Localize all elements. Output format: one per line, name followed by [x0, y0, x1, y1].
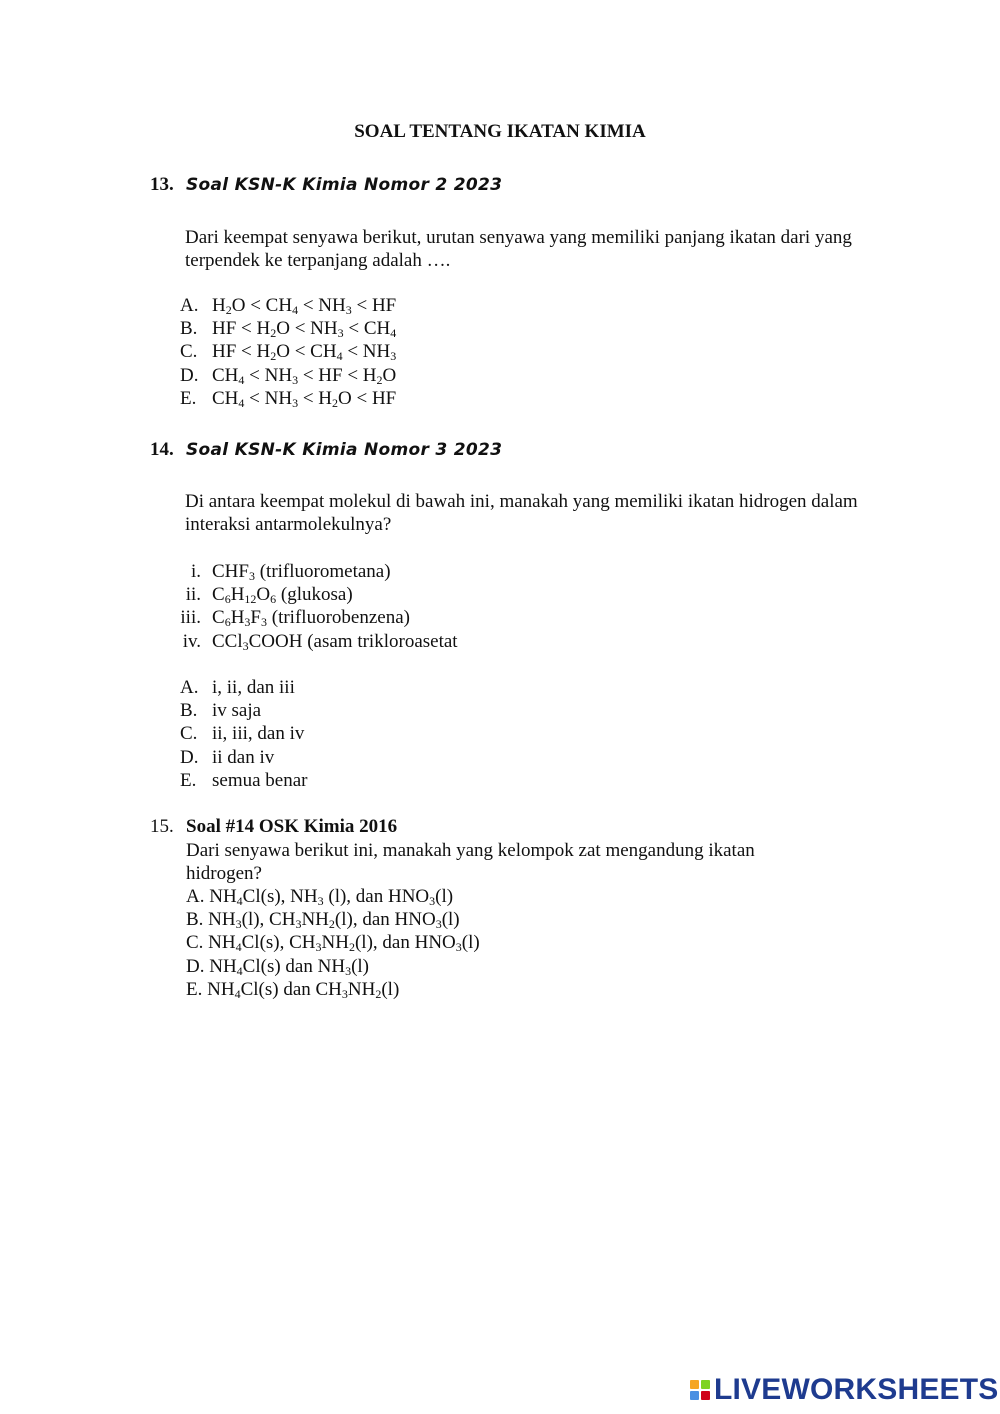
question-source: Soal #14 OSK Kimia 2016 — [186, 816, 398, 837]
answer-option-label: D. — [180, 364, 199, 386]
question-15-text: Dari senyawa berikut ini, manakah yang kelompok zat mengandung ikatan hidrogen? — [186, 840, 755, 885]
question-13-text: Dari keempat senyawa berikut, urutan senyawa yang memiliki panjang ikatan dari yang terpendek ke terpanjang adalah …. — [185, 227, 852, 271]
answer-option: E. $NH_4Cl(s)$ dan $CH_3NH_2(l)$ — [186, 978, 400, 1001]
question-13-options — [150, 294, 396, 410]
answer-option-label: A. — [180, 295, 199, 316]
answer-option-label: C. — [180, 723, 198, 745]
question-15-options — [186, 885, 826, 1001]
answer-option-text: ii, iii, dan iv — [212, 723, 305, 745]
question-13-header — [150, 174, 502, 196]
answer-option — [150, 294, 396, 317]
answer-option-text: HF < $H_2O < NH_3 < CH_4$ — [212, 318, 397, 341]
question-number: 14. — [150, 439, 174, 460]
answer-option — [150, 769, 307, 792]
answer-option-text: iv saja — [212, 700, 262, 722]
molecule-item — [150, 560, 458, 583]
answer-option: C. $NH_4Cl(s)$, $CH_3NH_2(l)$, dan $HNO_3(l)$ — [186, 932, 480, 955]
answer-option: D. $NH_4Cl(s)$ dan $NH_3(l)$ — [186, 955, 369, 978]
molecule-item — [150, 630, 458, 653]
liveworksheets-logo-icon — [690, 1380, 710, 1400]
answer-option — [150, 317, 396, 340]
logo-square — [690, 1391, 699, 1400]
question-source: Soal KSN-K Kimia Nomor 3 2023 — [186, 440, 503, 460]
answer-option: A. $NH_4Cl(s)$, $NH_3$ (l), dan $HNO_3(l)$ — [186, 886, 454, 908]
answer-option-text: $H_2O < CH_4 < NH_3$ < HF — [212, 295, 397, 317]
molecule-item — [150, 606, 458, 629]
answer-option-label: B. — [180, 318, 198, 340]
molecule-item-text: $CHF_3$ (trifluorometana) — [212, 561, 391, 583]
molecule-item — [150, 583, 458, 606]
answer-option-label: D. — [180, 746, 199, 768]
question-number: 13. — [150, 174, 174, 195]
liveworksheets-logo — [690, 1373, 999, 1407]
molecule-item-label: iii. — [180, 607, 201, 629]
answer-option — [150, 364, 396, 387]
answer-option — [150, 722, 307, 745]
answer-option-text: HF < $H_2O < CH_4 < NH_3$ — [212, 341, 397, 364]
answer-option — [150, 676, 307, 699]
question-14-header — [150, 439, 502, 461]
answer-option — [150, 387, 396, 410]
logo-text: LIVEWORKSHEETS — [714, 1373, 999, 1406]
question-number: 15. — [150, 816, 174, 837]
molecule-item-label: i. — [190, 561, 201, 582]
answer-option: B. $NH_3(l)$, $CH_3NH_2(l)$, dan $HNO_3(l)$ — [186, 909, 460, 932]
molecule-item-label: ii. — [185, 584, 201, 606]
page-title: SOAL TENTANG IKATAN KIMIA — [354, 121, 646, 142]
molecule-item-label: iv. — [182, 630, 201, 652]
answer-option-label: E. — [180, 769, 197, 791]
answer-option-text: i, ii, dan iii — [212, 677, 295, 698]
answer-option-text: ii dan iv — [212, 746, 275, 768]
answer-option-text: $CH_4 < NH_3$ < HF < $H_2O$ — [212, 364, 397, 387]
answer-option — [150, 340, 396, 363]
answer-option-text: $CH_4 < NH_3 < H_2O$ < HF — [212, 387, 397, 410]
molecule-item-text: CCl$_3$COOH (asam trikloroasetat — [212, 630, 458, 653]
question-14-text: Di antara keempat molekul di bawah ini, manakah yang memiliki ikatan hidrogen dalam interaksi antarmolekulnya? — [185, 491, 858, 535]
question-15-header — [150, 816, 397, 838]
answer-option-text: semua benar — [212, 769, 308, 791]
question-14-options — [150, 676, 307, 792]
answer-option — [150, 746, 307, 769]
answer-option-label: B. — [180, 700, 198, 722]
logo-square — [701, 1380, 710, 1389]
molecule-item-text: $C_6H_{12}O_6$ (glukosa) — [212, 584, 353, 607]
answer-option-label: E. — [180, 387, 197, 409]
answer-option-label: A. — [180, 677, 199, 698]
question-source: Soal KSN-K Kimia Nomor 2 2023 — [186, 175, 503, 195]
question-14-molecules — [150, 560, 458, 653]
answer-option — [150, 699, 307, 722]
molecule-item-text: $C_6H_3F_3$ (trifluorobenzena) — [212, 607, 410, 630]
logo-square — [690, 1380, 699, 1389]
answer-option-label: C. — [180, 341, 198, 363]
logo-square — [701, 1391, 710, 1400]
